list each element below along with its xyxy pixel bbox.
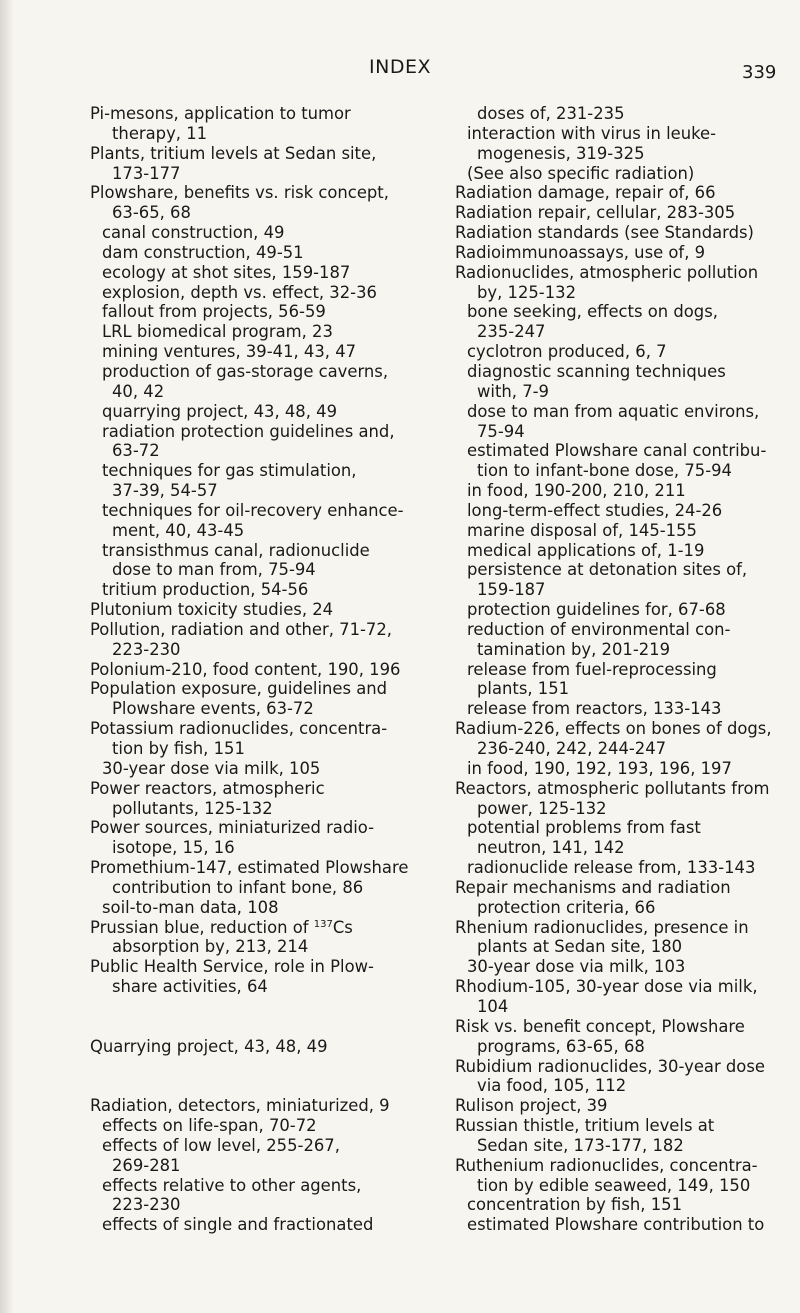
index-entry-text: soil-to-man data, 108 bbox=[102, 897, 279, 917]
index-entry-text: Russian thistle, tritium levels at bbox=[455, 1116, 715, 1136]
index-entry-text: release from reactors, 133-143 bbox=[467, 699, 722, 719]
index-entry-text: concentration by fish, 151 bbox=[467, 1195, 682, 1215]
index-subentry bbox=[455, 560, 785, 580]
index-entry-text: Radioimmunoassays, use of, 9 bbox=[455, 242, 706, 262]
index-entry bbox=[90, 600, 420, 620]
index-entry-text: Radionuclides, atmospheric pollution bbox=[455, 262, 759, 282]
index-entry-text: isotope, 15, 16 bbox=[112, 838, 235, 858]
index-entry-text: by, 125-132 bbox=[477, 282, 577, 302]
index-entry-text: Prussian blue, reduction of bbox=[90, 917, 314, 937]
index-entry bbox=[90, 957, 420, 977]
index-subentry bbox=[90, 878, 420, 898]
index-entry-text: Repair mechanisms and radiation bbox=[455, 877, 731, 897]
index-entry-text: (See also specific radiation) bbox=[467, 163, 695, 183]
index-subentry bbox=[455, 679, 785, 699]
index-entry-text: Pi-mesons, application to tumor bbox=[90, 104, 351, 123]
index-spacer bbox=[90, 997, 420, 1017]
index-entry-text: diagnostic scanning techniques bbox=[467, 361, 726, 381]
index-subentry bbox=[455, 1136, 785, 1156]
index-subentry bbox=[455, 858, 785, 878]
index-subentry bbox=[90, 560, 420, 580]
index-subentry bbox=[455, 1215, 785, 1235]
index-entry-text: in food, 190, 192, 193, 196, 197 bbox=[467, 758, 732, 778]
index-entry-text: bone seeking, effects on dogs, bbox=[467, 302, 718, 322]
index-entry-text: radiation protection guidelines and, bbox=[102, 421, 395, 441]
index-subentry bbox=[90, 402, 420, 422]
index-entry bbox=[90, 104, 420, 124]
index-subentry bbox=[455, 541, 785, 561]
index-entry-text: mining ventures, 39-41, 43, 47 bbox=[102, 342, 357, 362]
index-entry bbox=[455, 1017, 785, 1037]
index-subentry bbox=[455, 838, 785, 858]
index-entry-text: with, 7-9 bbox=[477, 381, 549, 401]
index-entry-text: cyclotron produced, 6, 7 bbox=[467, 342, 667, 362]
index-entry-text: share activities, 64 bbox=[112, 977, 268, 997]
index-subentry bbox=[90, 759, 420, 779]
index-entry-text: Rhenium radionuclides, presence in bbox=[455, 917, 749, 937]
index-entry-text: pollutants, 125-132 bbox=[112, 798, 273, 818]
index-entry-text: tion to infant-bone dose, 75-94 bbox=[477, 461, 732, 481]
index-subentry bbox=[90, 302, 420, 322]
index-spacer bbox=[90, 1076, 420, 1096]
index-entry-text: potential problems from fast bbox=[467, 818, 701, 838]
index-subentry bbox=[90, 541, 420, 561]
index-entry-text: Radiation standards (see Standards) bbox=[455, 223, 754, 243]
index-entry-text: mogenesis, 319-325 bbox=[477, 143, 645, 163]
index-entry-text: effects relative to other agents, bbox=[102, 1175, 362, 1195]
index-entry-text: therapy, 11 bbox=[112, 123, 208, 143]
index-subentry bbox=[90, 461, 420, 481]
index-subentry bbox=[455, 799, 785, 819]
index-entry-text: 104 bbox=[477, 996, 509, 1016]
index-entry-text: protection criteria, 66 bbox=[477, 897, 656, 917]
index-entry-text: doses of, 231-235 bbox=[477, 104, 625, 123]
index-entry-text: effects of low level, 255-267, bbox=[102, 1135, 340, 1155]
index-subentry bbox=[90, 342, 420, 362]
index-entry bbox=[455, 878, 785, 898]
index-entry bbox=[90, 779, 420, 799]
index-subentry bbox=[90, 382, 420, 402]
index-entry-text: 40, 42 bbox=[112, 381, 165, 401]
index-subentry bbox=[455, 342, 785, 362]
index-entry-text: 159-187 bbox=[477, 580, 546, 600]
index-entry-text: explosion, depth vs. effect, 32-36 bbox=[102, 282, 377, 302]
index-entry-text: Plowshare events, 63-72 bbox=[112, 699, 314, 719]
index-entry-text: fallout from projects, 56-59 bbox=[102, 302, 326, 322]
index-entry-text: Radiation, detectors, miniaturized, 9 bbox=[90, 1096, 390, 1116]
index-subentry bbox=[455, 1176, 785, 1196]
index-entry bbox=[455, 918, 785, 938]
index-subentry bbox=[90, 799, 420, 819]
index-entry bbox=[90, 660, 420, 680]
index-entry bbox=[455, 977, 785, 997]
index-entry-text: Power reactors, atmospheric bbox=[90, 778, 325, 798]
index-entry-text: Promethium-147, estimated Plowshare bbox=[90, 858, 409, 878]
index-entry-text: Reactors, atmospheric pollutants from bbox=[455, 778, 770, 798]
index-entry-text: 63-65, 68 bbox=[112, 203, 191, 223]
index-entry-text: 37-39, 54-57 bbox=[112, 481, 218, 501]
index-entry-text: Pollution, radiation and other, 71-72, bbox=[90, 619, 393, 639]
index-entry-text: Radiation repair, cellular, 283-305 bbox=[455, 203, 736, 223]
index-subentry bbox=[455, 1195, 785, 1215]
index-subentry bbox=[455, 302, 785, 322]
index-subentry bbox=[455, 144, 785, 164]
index-entry-text: radionuclide release from, 133-143 bbox=[467, 858, 756, 878]
index-subentry bbox=[455, 402, 785, 422]
left-index-column bbox=[90, 104, 420, 1235]
index-subentry bbox=[455, 422, 785, 442]
index-entry-text: 63-72 bbox=[112, 441, 160, 461]
index-entry-text: transisthmus canal, radionuclide bbox=[102, 540, 370, 560]
index-entry-text: Public Health Service, role in Plow- bbox=[90, 957, 374, 977]
index-entry-text: 236-240, 242, 244-247 bbox=[477, 739, 667, 758]
index-entry-text: Rhodium-105, 30-year dose via milk, bbox=[455, 977, 758, 997]
index-subentry bbox=[90, 977, 420, 997]
index-entry-text: 173-177 bbox=[112, 163, 181, 183]
index-entry-text: LRL biomedical program, 23 bbox=[102, 322, 333, 342]
index-entry-text: power, 125-132 bbox=[477, 798, 607, 818]
index-entry bbox=[90, 918, 420, 938]
index-entry bbox=[455, 1116, 785, 1136]
index-subentry bbox=[90, 203, 420, 223]
header-title: INDEX bbox=[369, 56, 431, 78]
index-subentry bbox=[90, 441, 420, 461]
index-entry-text: effects on life-span, 70-72 bbox=[102, 1116, 317, 1136]
index-subentry bbox=[455, 322, 785, 342]
index-entry-text: Rubidium radionuclides, 30-year dose bbox=[455, 1056, 765, 1076]
index-subentry bbox=[90, 898, 420, 918]
index-entry-text: Rulison project, 39 bbox=[455, 1096, 608, 1116]
index-entry-text: Power sources, miniaturized radio- bbox=[90, 818, 375, 838]
index-subentry bbox=[455, 521, 785, 541]
index-subentry bbox=[90, 422, 420, 442]
index-entry bbox=[455, 263, 785, 283]
index-subentry bbox=[90, 1195, 420, 1215]
index-subentry bbox=[455, 580, 785, 600]
index-subentry bbox=[90, 1215, 420, 1235]
isotope-mass-superscript: 137 bbox=[313, 918, 333, 930]
index-entry-text: ecology at shot sites, 159-187 bbox=[102, 262, 351, 282]
index-entry-text: dose to man from, 75-94 bbox=[112, 560, 316, 580]
index-subentry bbox=[90, 937, 420, 957]
index-entry bbox=[90, 1037, 420, 1057]
index-entry bbox=[455, 1057, 785, 1077]
index-subentry bbox=[455, 600, 785, 620]
index-subentry bbox=[90, 243, 420, 263]
index-entry-text: release from fuel-reprocessing bbox=[467, 659, 717, 679]
index-entry-text: dam construction, 49-51 bbox=[102, 242, 304, 262]
right-index-column bbox=[455, 104, 785, 1235]
index-entry-text: ment, 40, 43-45 bbox=[112, 520, 245, 540]
index-entry-text: 30-year dose via milk, 105 bbox=[102, 758, 321, 778]
index-subentry bbox=[90, 521, 420, 541]
index-entry-text: plants at Sedan site, 180 bbox=[477, 937, 683, 957]
index-subentry bbox=[90, 640, 420, 660]
index-subentry bbox=[90, 1136, 420, 1156]
index-entry-text: reduction of environmental con- bbox=[467, 619, 731, 639]
index-subentry bbox=[455, 818, 785, 838]
index-entry-text: 75-94 bbox=[477, 421, 525, 441]
index-entry-text: Risk vs. benefit concept, Plowshare bbox=[455, 1016, 745, 1036]
index-entry bbox=[455, 1096, 785, 1116]
index-subentry bbox=[90, 1176, 420, 1196]
index-subentry bbox=[90, 1156, 420, 1176]
index-entry bbox=[90, 1096, 420, 1116]
index-subentry bbox=[455, 461, 785, 481]
index-spacer bbox=[90, 1017, 420, 1037]
page-edge-shadow bbox=[0, 0, 14, 1313]
index-subentry bbox=[455, 164, 785, 184]
index-entry-text: Sedan site, 173-177, 182 bbox=[477, 1135, 684, 1155]
index-subentry bbox=[455, 957, 785, 977]
index-subentry bbox=[90, 580, 420, 600]
index-entry-text: contribution to infant bone, 86 bbox=[112, 877, 364, 897]
index-entry bbox=[90, 719, 420, 739]
index-entry bbox=[455, 779, 785, 799]
index-subentry bbox=[455, 501, 785, 521]
index-subentry bbox=[455, 759, 785, 779]
index-subentry bbox=[455, 481, 785, 501]
index-entry-text: in food, 190-200, 210, 211 bbox=[467, 481, 686, 501]
index-entry-text: Plowshare, benefits vs. risk concept, bbox=[90, 183, 389, 203]
index-entry-text: 223-230 bbox=[112, 639, 181, 659]
index-entry bbox=[90, 858, 420, 878]
page-header bbox=[0, 48, 800, 88]
index-spacer bbox=[90, 1057, 420, 1077]
index-subentry bbox=[455, 124, 785, 144]
index-subentry bbox=[455, 660, 785, 680]
index-entry-text: production of gas-storage caverns, bbox=[102, 361, 389, 381]
index-entry-text: Plutonium toxicity studies, 24 bbox=[90, 600, 334, 620]
index-subentry bbox=[90, 838, 420, 858]
index-entry-text: Population exposure, guidelines and bbox=[90, 679, 388, 699]
index-subentry bbox=[90, 699, 420, 719]
index-entry bbox=[90, 620, 420, 640]
index-subentry bbox=[90, 739, 420, 759]
index-entry bbox=[90, 679, 420, 699]
index-entry-text: interaction with virus in leuke- bbox=[467, 123, 717, 143]
index-entry bbox=[90, 183, 420, 203]
index-entry-text: effects of single and fractionated bbox=[102, 1215, 374, 1235]
index-entry bbox=[455, 223, 785, 243]
index-entry bbox=[90, 144, 420, 164]
index-entry-text: Polonium-210, food content, 190, 196 bbox=[90, 659, 401, 679]
index-subentry bbox=[455, 362, 785, 382]
index-subentry bbox=[90, 223, 420, 243]
index-entry-text: persistence at detonation sites of, bbox=[467, 560, 748, 580]
index-entry-text: 269-281 bbox=[112, 1155, 181, 1175]
index-subentry bbox=[455, 620, 785, 640]
index-entry-text: canal construction, 49 bbox=[102, 223, 285, 243]
index-entry-text: dose to man from aquatic environs, bbox=[467, 401, 760, 421]
index-entry bbox=[455, 203, 785, 223]
index-subentry bbox=[455, 898, 785, 918]
index-entry-text: plants, 151 bbox=[477, 679, 570, 699]
index-entry-text: medical applications of, 1-19 bbox=[467, 540, 705, 560]
index-subentry bbox=[455, 104, 785, 124]
index-entry-text: tamination by, 201-219 bbox=[477, 639, 671, 659]
index-entry bbox=[455, 183, 785, 203]
index-entry-text: Potassium radionuclides, concentra- bbox=[90, 719, 388, 739]
index-entry bbox=[455, 1156, 785, 1176]
index-entry-text: tion by fish, 151 bbox=[112, 739, 245, 758]
index-subentry bbox=[90, 501, 420, 521]
index-entry-text: long-term-effect studies, 24-26 bbox=[467, 500, 723, 520]
index-entry-text: tion by edible seaweed, 149, 150 bbox=[477, 1175, 751, 1195]
index-entry-text: programs, 63-65, 68 bbox=[477, 1036, 645, 1056]
index-entry-text: via food, 105, 112 bbox=[477, 1076, 627, 1096]
index-subentry bbox=[90, 164, 420, 184]
index-subentry bbox=[455, 997, 785, 1017]
index-entry-text: marine disposal of, 145-155 bbox=[467, 520, 697, 540]
index-subentry bbox=[455, 937, 785, 957]
index-entry-text: techniques for gas stimulation, bbox=[102, 461, 357, 481]
index-subentry bbox=[90, 322, 420, 342]
index-entry bbox=[455, 719, 785, 739]
index-entry-text: 30-year dose via milk, 103 bbox=[467, 957, 686, 977]
index-entry-text: estimated Plowshare canal contribu- bbox=[467, 441, 767, 461]
index-entry-text: Plants, tritium levels at Sedan site, bbox=[90, 143, 377, 163]
index-entry-text: quarrying project, 43, 48, 49 bbox=[102, 401, 337, 421]
index-entry-text: estimated Plowshare contribution to bbox=[467, 1215, 765, 1235]
index-entry-text: absorption by, 213, 214 bbox=[112, 937, 309, 957]
index-entry-text: Radiation damage, repair of, 66 bbox=[455, 183, 716, 203]
index-entry-text: protection guidelines for, 67-68 bbox=[467, 600, 726, 620]
index-entry bbox=[455, 243, 785, 263]
index-subentry bbox=[455, 441, 785, 461]
index-subentry bbox=[90, 481, 420, 501]
index-entry-text: 235-247 bbox=[477, 322, 546, 342]
index-entry-text: Quarrying project, 43, 48, 49 bbox=[90, 1036, 328, 1056]
page-number: 339 bbox=[742, 62, 777, 83]
index-entry bbox=[90, 818, 420, 838]
index-entry-text: techniques for oil-recovery enhance- bbox=[102, 500, 404, 520]
index-entry-text: 223-230 bbox=[112, 1195, 181, 1215]
index-subentry bbox=[455, 382, 785, 402]
isotope-symbol: Cs bbox=[332, 917, 353, 937]
index-entry-text: Ruthenium radionuclides, concentra- bbox=[455, 1155, 758, 1175]
index-subentry bbox=[455, 739, 785, 759]
index-subentry bbox=[90, 283, 420, 303]
index-entry-text: neutron, 141, 142 bbox=[477, 838, 625, 858]
index-subentry bbox=[455, 1037, 785, 1057]
index-subentry bbox=[90, 263, 420, 283]
index-subentry bbox=[90, 124, 420, 144]
index-entry-text: tritium production, 54-56 bbox=[102, 580, 309, 600]
index-subentry bbox=[455, 699, 785, 719]
index-subentry bbox=[90, 1116, 420, 1136]
index-subentry bbox=[455, 283, 785, 303]
index-subentry bbox=[455, 640, 785, 660]
index-entry-text: Radium-226, effects on bones of dogs, bbox=[455, 719, 772, 739]
index-subentry bbox=[90, 362, 420, 382]
index-subentry bbox=[455, 1076, 785, 1096]
